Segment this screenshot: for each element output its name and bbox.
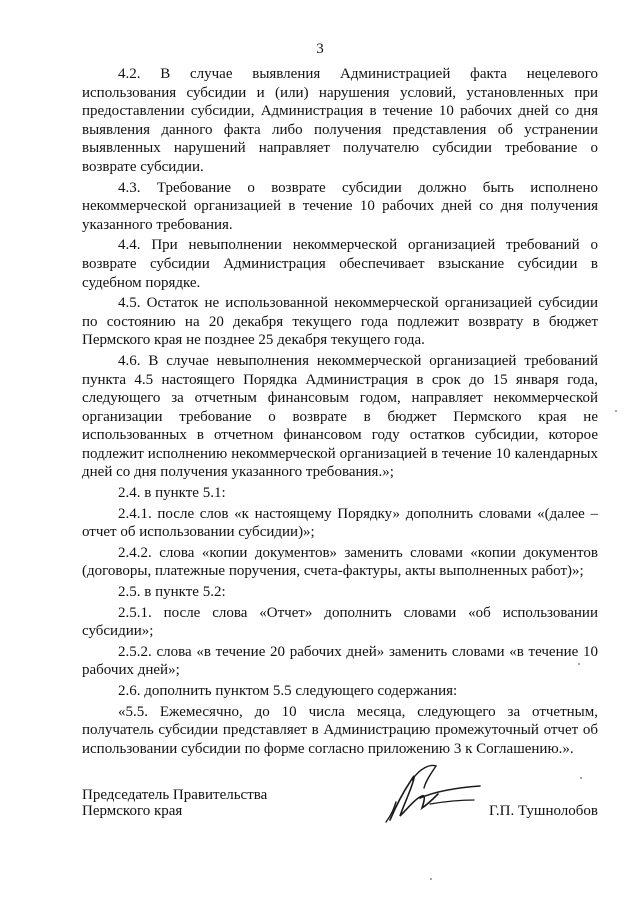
scan-speck: [578, 663, 580, 665]
signatory-position-line2: Пермского края: [82, 802, 183, 819]
signatory-position: [82, 788, 267, 819]
paragraph-4-6: 4.6. В случае невыполнения некоммерческой организацией требований пункта 4.5 настоящего Порядка Администрация в срок до 15 января года, следующего за отчетным финансовым годом, направляет некоммерческой организации требование о возврате в бюджет Пермского края не использованных в отчетном финансовом году остатков субсидии, которое подлежит исполнению некоммерческой организацией в течение 10 календарных дней со дня получения указанного требования.»;: [82, 352, 598, 481]
paragraph-2-6: 2.6. дополнить пунктом 5.5 следующего содержания:: [118, 683, 458, 699]
paragraph-2-5-2: 2.5.2. слова «в течение 20 рабочих дней» заменить словами «в течение 10 рабочих дней»;: [82, 643, 598, 679]
scan-speck: [430, 878, 432, 880]
paragraph-5-5: «5.5. Ежемесячно, до 10 числа месяца, следующего за отчетным, получатель субсидии представляет в Администрацию промежуточный отчет об использовании субсидии по форме согласно приложению 3 к Соглашению.».: [82, 703, 598, 757]
scan-speck: [580, 777, 582, 779]
handwritten-signature: [382, 758, 492, 828]
scan-speck: [615, 410, 617, 412]
signatory-position-line1: Председатель Правительства: [82, 787, 268, 803]
paragraph-2-4-1: 2.4.1. после слов «к настоящему Порядку» дополнить словами «(далее – отчет об использовании субсидии)»;: [82, 505, 598, 541]
signatory-name: Г.П. Тушнолобов: [488, 803, 598, 819]
paragraph-2-4-2: 2.4.2. слова «копии документов» заменить словами «копии документов (договоры, платежные поручения, счета-фактуры, акты выполненных работ)»;: [82, 544, 598, 580]
paragraph-4-4: 4.4. При невыполнении некоммерческой организацией требований о возврате субсидии Администрация обеспечивает взыскание субсидии в судебном порядке.: [82, 237, 598, 291]
paragraph-4-3: 4.3. Требование о возврате субсидии должно быть исполнено некоммерческой организацией в течение 10 рабочих дней со дня получения указанного требования.: [82, 179, 598, 233]
paragraph-4-2: 4.2. В случае выявления Администрацией факта нецелевого использования субсидии и (или) нарушения условий, установленных при предоставлении субсидии, Администрация в течение 10 рабочих дней со дня выявления данного факта либо получения представления об устранении выявленных нарушений направляет получателю субсидии требование о возврате субсидии.: [82, 66, 598, 175]
signature-block: [82, 788, 598, 838]
paragraph-2-4: 2.4. в пункте 5.1:: [118, 485, 226, 502]
paragraph-2-5-1: 2.5.1. после слова «Отчет» дополнить словами «об использовании субсидии»;: [82, 604, 598, 640]
document-body: [82, 65, 598, 760]
paragraph-2-5: 2.5. в пункте 5.2:: [118, 584, 226, 601]
page-number: 3: [316, 41, 324, 57]
paragraph-4-5: 4.5. Остаток не использованной некоммерческой организацией субсидии по состоянию на 20 декабря текущего года подлежит возврату в бюджет Пермского края не позднее 25 декабря текущего года.: [82, 295, 598, 349]
